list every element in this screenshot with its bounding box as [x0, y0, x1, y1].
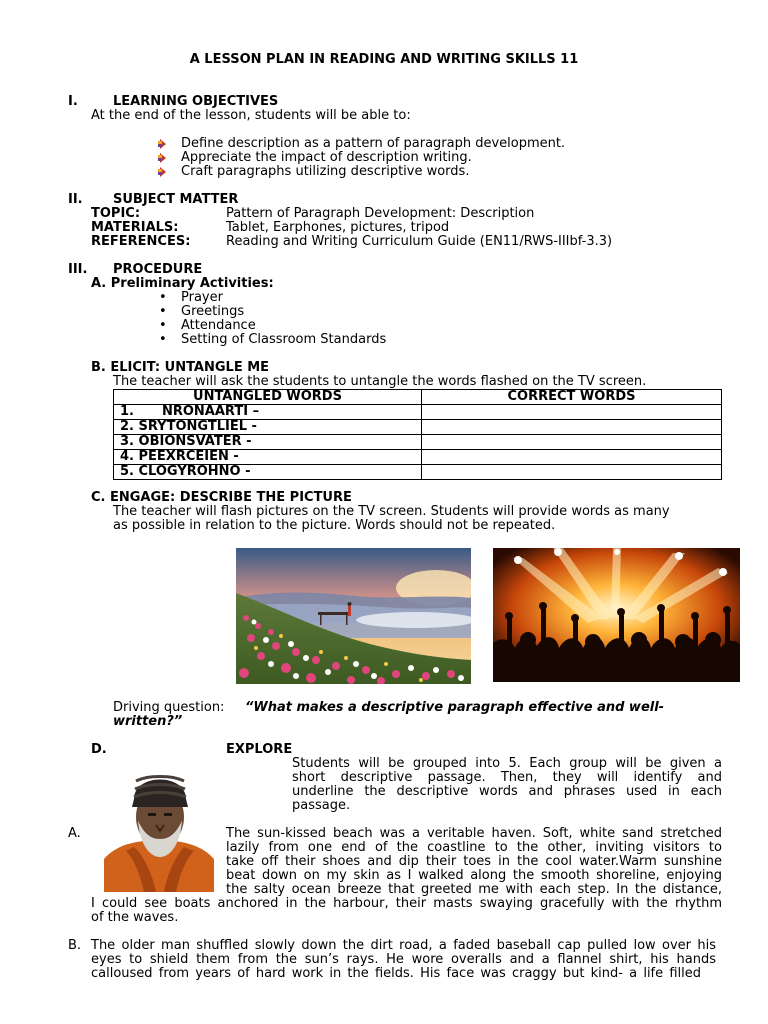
passage-b-line: calloused from years of hard work in the fields. His face was craggy but kind- a life filled: [91, 966, 701, 981]
row-number: 4.: [120, 449, 134, 464]
objectives-intro: At the end of the lesson, students will be able to:: [91, 108, 411, 123]
preliminary-heading: A. Preliminary Activities:: [91, 276, 274, 291]
passage-a-line: I could see boats anchored in the harbour, their masts swaying gracefully with the rhythm: [91, 896, 722, 911]
driving-question-text: written?”: [113, 714, 183, 729]
bullet-arrow-icon: [158, 153, 168, 163]
scrambled-word: NRONAARTI –: [161, 404, 260, 419]
engage-text-line: as possible in relation to the picture. Words should not be repeated.: [113, 518, 556, 533]
driving-question-text: “What makes a descriptive paragraph effective and well-: [245, 700, 665, 715]
table-header-row: [114, 390, 722, 405]
explore-text-line: passage.: [292, 798, 351, 813]
topic-label: TOPIC:: [91, 206, 141, 221]
correct-cell[interactable]: [422, 435, 722, 450]
objective-item: Define description as a pattern of paragraph development.: [181, 136, 566, 151]
scrambled-word: OBIONSVATER -: [138, 434, 252, 449]
activity-item: Prayer: [181, 290, 223, 305]
table-row: [114, 420, 722, 435]
engage-heading: C. ENGAGE: DESCRIBE THE PICTURE: [91, 490, 352, 505]
explore-heading: EXPLORE: [226, 742, 293, 757]
materials-label: MATERIALS:: [91, 220, 179, 235]
references-value: Reading and Writing Curriculum Guide (EN11/RWS-IIIbf-3.3): [226, 234, 613, 249]
old-man-portrait-photo: [104, 759, 214, 892]
bullet-dot: •: [159, 318, 167, 333]
passage-b-letter: B.: [68, 938, 82, 953]
untangled-cell: [114, 405, 422, 420]
passage-a-line: beat down on my skin as I walked along the smooth shoreline, enjoying: [226, 868, 722, 883]
section-1-heading: LEARNING OBJECTIVES: [113, 94, 279, 109]
table-row: [114, 405, 722, 420]
scrambled-word: SRYTONGTLIEL -: [138, 419, 257, 434]
table-row: [114, 435, 722, 450]
engage-text-line: The teacher will flash pictures on the TV screen. Students will provide words as many: [113, 504, 670, 519]
col-untangled-header: UNTANGLED WORDS: [114, 390, 422, 405]
correct-cell[interactable]: [422, 465, 722, 480]
row-number: 3.: [120, 434, 134, 449]
explore-letter: D.: [91, 742, 107, 757]
col-correct-header: CORRECT WORDS: [422, 390, 722, 405]
explore-text-line: Students will be grouped into 5. Each group will be given a: [292, 756, 722, 771]
passage-a-line: the salty ocean breeze that greeted me with each step. In the distance,: [226, 882, 722, 897]
topic-value: Pattern of Paragraph Development: Description: [226, 206, 535, 221]
row-number: 5.: [120, 464, 134, 479]
untangled-cell: [114, 435, 422, 450]
references-label: REFERENCES:: [91, 234, 191, 249]
table-row: [114, 465, 722, 480]
section-2-number: II.: [68, 192, 83, 207]
elicit-instruction: The teacher will ask the students to untangle the words flashed on the TV screen.: [113, 374, 647, 389]
passage-a-line: take off their shoes and dip their toes in the cool water.Warm sunshine: [226, 854, 722, 869]
bullet-arrow-icon: [158, 139, 168, 149]
scrambled-word: CLOGYROHNO -: [138, 464, 251, 479]
objective-item: Craft paragraphs utilizing descriptive words.: [181, 164, 470, 179]
untangle-table: [113, 389, 722, 480]
activity-item: Greetings: [181, 304, 245, 319]
correct-cell[interactable]: [422, 405, 722, 420]
elicit-heading: B. ELICIT: UNTANGLE ME: [91, 360, 270, 375]
page-title: A LESSON PLAN IN READING AND WRITING SKILLS 11: [189, 52, 579, 67]
objective-item: Appreciate the impact of description writing.: [181, 150, 472, 165]
passage-a-line: lazily from one end of the coastline to the other, inviting visitors to: [226, 840, 722, 855]
passage-a-line: of the waves.: [91, 910, 179, 925]
scrambled-word: PEEXRCEIEN -: [138, 449, 239, 464]
section-2-heading: SUBJECT MATTER: [113, 192, 239, 207]
row-number: 2.: [120, 419, 134, 434]
table-row: [114, 450, 722, 465]
untangled-cell: [114, 465, 422, 480]
passage-b-line: The older man shuffled slowly down the dirt road, a faded baseball cap pulled low over his: [91, 938, 716, 953]
activity-item: Attendance: [181, 318, 256, 333]
driving-question-label: Driving question:: [113, 700, 225, 715]
materials-value: Tablet, Earphones, pictures, tripod: [226, 220, 450, 235]
passage-b-line: eyes to shield them from the sun’s rays. He wore overalls and a flannel shirt, his hands: [91, 952, 716, 967]
bullet-arrow-icon: [158, 167, 168, 177]
passage-a-line: The sun-kissed beach was a veritable haven. Soft, white sand stretched: [226, 826, 722, 841]
untangled-cell: [114, 450, 422, 465]
bullet-dot: •: [159, 332, 167, 347]
correct-cell[interactable]: [422, 450, 722, 465]
bullet-dot: •: [159, 290, 167, 305]
untangled-cell: [114, 420, 422, 435]
section-3-heading: PROCEDURE: [113, 262, 203, 277]
activity-item: Setting of Classroom Standards: [181, 332, 387, 347]
section-1-number: I.: [68, 94, 78, 109]
row-number: 1.: [120, 404, 134, 419]
explore-text-line: short descriptive passage. Then, they will identify and: [292, 770, 722, 785]
passage-a-letter: A.: [68, 826, 81, 841]
bullet-dot: •: [159, 304, 167, 319]
explore-text-line: underline the descriptive words and phrases used in each: [292, 784, 722, 799]
flower-field-photo: [236, 548, 471, 684]
section-3-number: III.: [68, 262, 88, 277]
correct-cell[interactable]: [422, 420, 722, 435]
concert-crowd-photo: [493, 548, 740, 682]
